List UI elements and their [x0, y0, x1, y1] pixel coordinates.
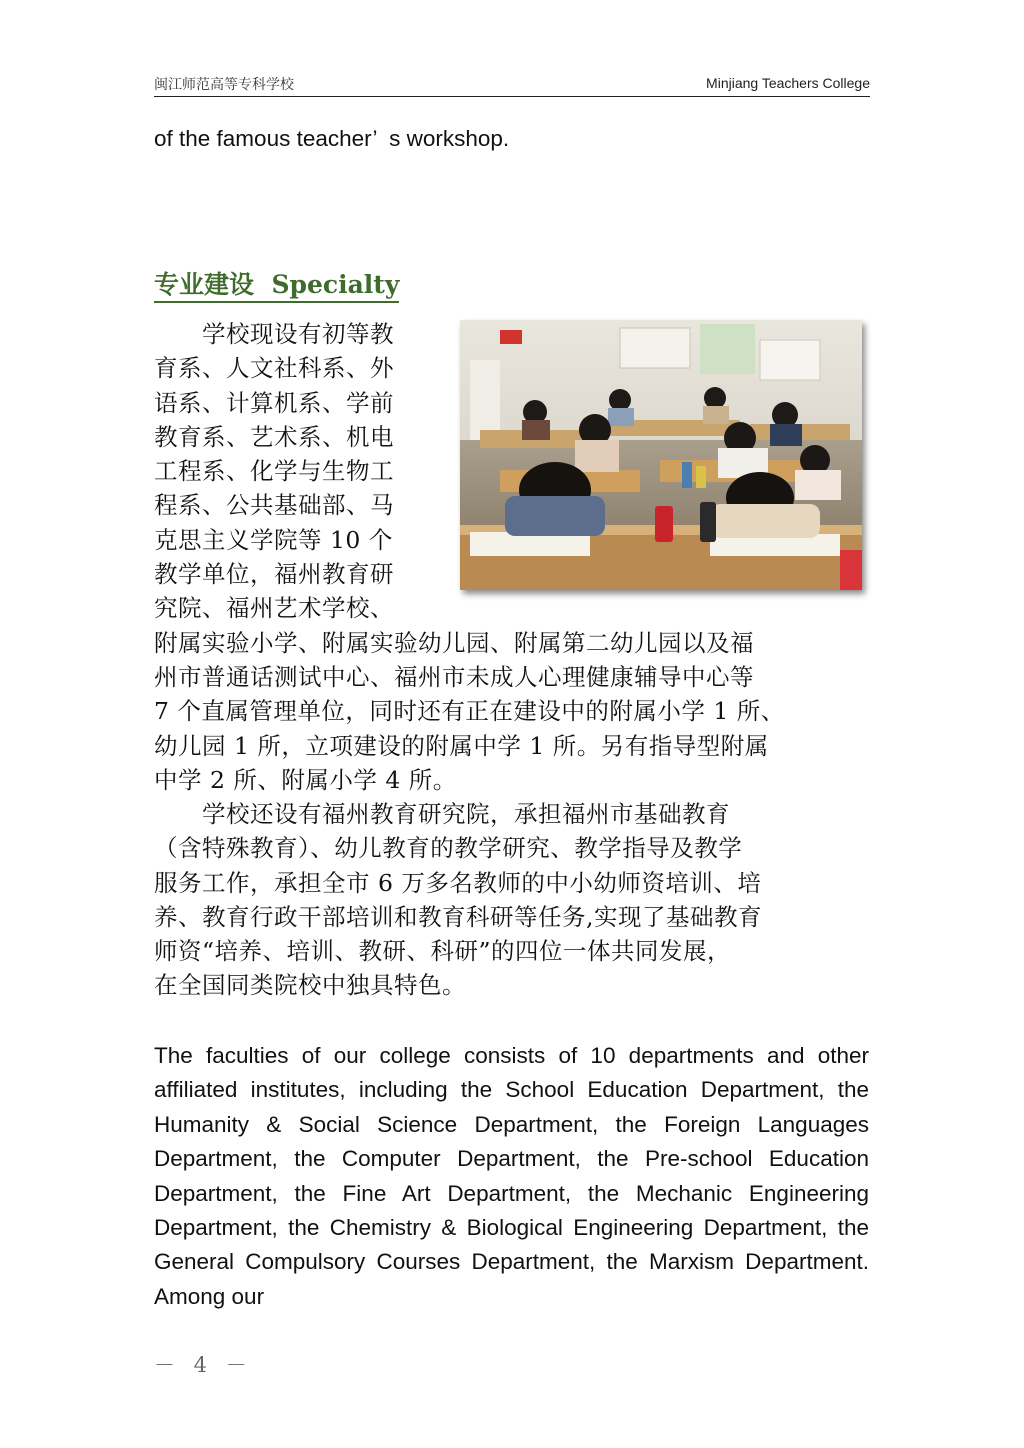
paragraph-line: 州市普通话测试中心、福州市未成人心理健康辅导中心等: [154, 662, 754, 691]
section-heading: [154, 271, 399, 303]
header-school-name-cn: 闽江师范高等专科学校: [154, 77, 294, 93]
paragraph-line: 教育系、艺术系、机电: [154, 422, 394, 451]
paragraph-en: The faculties of our college consists of 10 departments and other affiliated institutes, including the School Education Department, the Humanity & Social Science Department, the Foreign Languages Department, the Computer Department, the Pre-school Education Department, the Fine Art Department, the Mechanic Engineering Department, the Chemistry & Biological Engineering Department, the General Compulsory Courses Department, the Marxism Department. Among our: [154, 1043, 869, 1309]
paragraph-line: 养、教育行政干部培训和教育科研等任务,实现了基础教育: [154, 902, 762, 931]
paragraph-cn-1: [154, 317, 870, 797]
header-school-name-en: Minjiang Teachers College: [706, 75, 870, 91]
paragraph-line: 中学 2 所、附属小学 4 所。: [154, 765, 457, 794]
paragraph-line: 在全国同类院校中独具特色。: [154, 971, 466, 1000]
paragraph-line: 学校还设有福州教育研究院，承担福州市基础教育: [154, 800, 730, 828]
paragraph-line: 学校现设有初等教: [154, 320, 394, 348]
paragraph-line: 教学单位，福州教育研: [154, 560, 394, 589]
paragraph-line: 工程系、化学与生物工: [154, 457, 394, 486]
paragraph-line: 育系、人文社科系、外: [154, 354, 394, 383]
page-number: － 4 －: [154, 1353, 253, 1377]
paragraph-line: 附属实验小学、附属实验幼儿园、附属第二幼儿园以及福: [154, 628, 754, 657]
paragraph-line: 程系、公共基础部、马: [154, 491, 394, 520]
page-header: [154, 72, 870, 97]
paragraph-line: 语系、计算机系、学前: [154, 388, 394, 417]
paragraph-line: （含特殊教育）、幼儿教育的教学研究、教学指导及教学: [154, 834, 743, 863]
carry-over-line: of the famous teacher’ s workshop.: [154, 126, 510, 151]
paragraph-line: 究院、福州艺术学校、: [154, 594, 394, 623]
paragraph-line: 克思主义学院等 10 个: [154, 525, 393, 554]
paragraph-line: 服务工作，承担全市 6 万多名教师的中小幼师资培训、培: [154, 868, 762, 897]
section-title-en: Specialty: [271, 270, 400, 299]
paragraph-line: 师资“培养、培训、教研、科研”的四位一体共同发展，: [154, 937, 732, 966]
paragraph-line: 幼儿园 1 所，立项建设的附属中学 1 所。另有指导型附属: [154, 731, 769, 760]
section-title-cn: 专业建设: [154, 270, 255, 299]
paragraph-cn-2: [154, 797, 870, 1003]
paragraph-line: 7 个直属管理单位，同时还有正在建设中的附属小学 1 所、: [154, 697, 785, 726]
